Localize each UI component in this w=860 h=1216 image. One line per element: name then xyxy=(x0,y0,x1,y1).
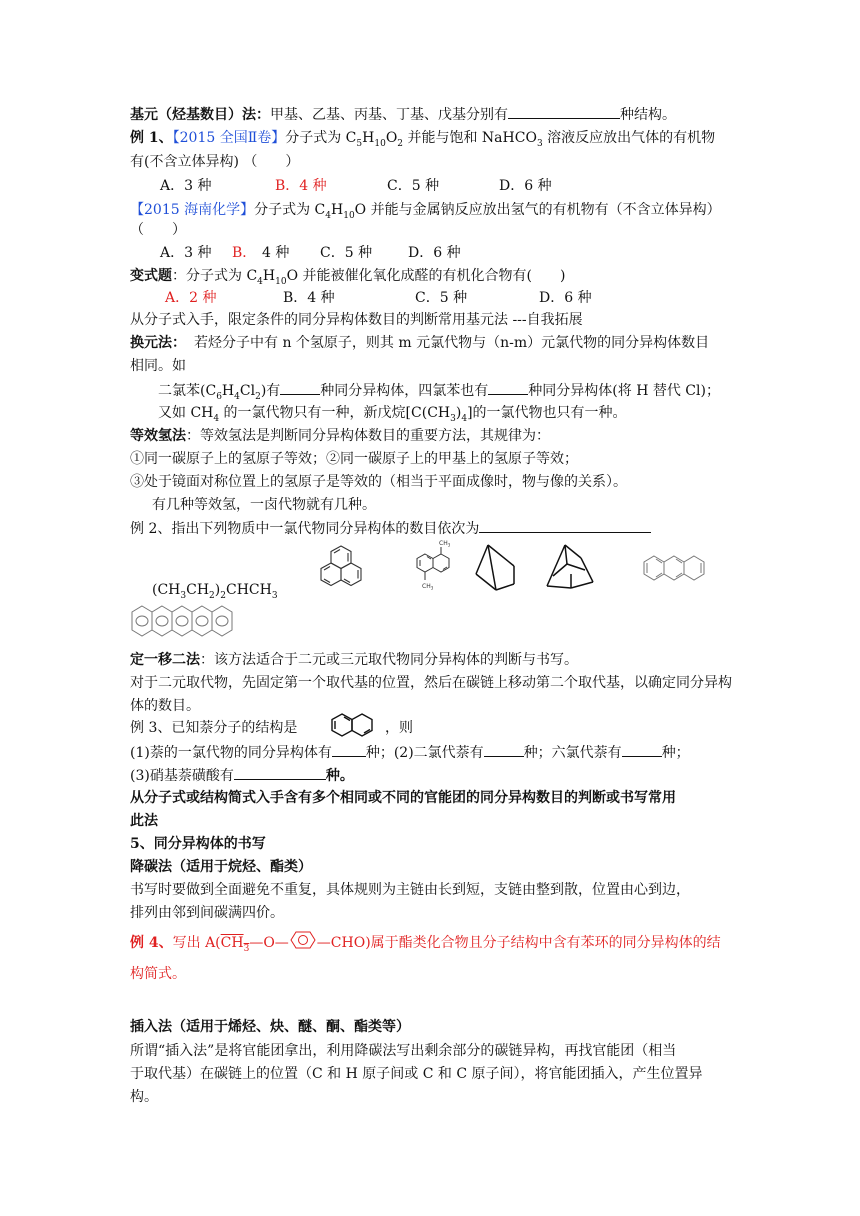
insertion-line1: 所谓“插入法”是将官能团拿出，利用降碳法写出剩余部分的碳链异构，再找官能团（相当 xyxy=(130,1043,677,1059)
text: 种。 xyxy=(325,768,354,784)
subscript: 4 xyxy=(325,210,331,221)
example4-bond: — xyxy=(249,935,264,951)
adamantane-structure xyxy=(543,542,599,592)
rule-2: ③处于镜面对称位置上的氢原子是等效的（相当于平面成像时，物与像的关系）。 xyxy=(130,474,627,490)
example3-then: ，则 xyxy=(385,720,413,736)
example1b-text: H xyxy=(331,202,344,218)
example1-line1 xyxy=(130,128,715,148)
bold-summary-line1: 从分子式或结构简式入手含有多个相同或不同的官能团的同分异构数目的判断或书写常用 xyxy=(130,790,676,806)
example4-oxygen: O xyxy=(263,935,275,951)
example4-label: 例 4、 xyxy=(130,935,173,951)
option-a: A．2 种 xyxy=(165,290,217,306)
fix-move-heading: 定一移二法 xyxy=(130,652,200,668)
subscript: 6 xyxy=(216,391,222,402)
subscript: 5 xyxy=(356,138,363,149)
decarbon-line2: 排列由邻到间碳满四价。 xyxy=(130,905,284,921)
text: ) xyxy=(455,405,462,421)
example1-text: 分子式为 C xyxy=(285,130,357,146)
rule-3: 有几种等效氢，一卤代物就有几种。 xyxy=(152,497,376,513)
formula-3-methylpentane xyxy=(152,580,278,600)
rule-1: ①同一碳原子上的氢原子等效；②同一碳原子上的甲基上的氢原子等效； xyxy=(130,451,578,467)
variant-heading: 变式题 xyxy=(130,268,172,284)
variant-options xyxy=(165,288,592,308)
text: 的一氯代物只有一种，新戊烷[C(CH xyxy=(219,405,451,421)
option-d: D．6 种 xyxy=(408,245,461,261)
norbornane-structure xyxy=(470,540,520,596)
option-d: D．6 种 xyxy=(539,290,592,306)
answer-blank xyxy=(280,380,320,395)
example4-line1 xyxy=(130,930,721,956)
subscript: 10 xyxy=(374,138,386,149)
bold-summary-line2: 此法 xyxy=(130,813,158,829)
subscript: 10 xyxy=(275,276,287,287)
subscript: 4 xyxy=(257,276,263,287)
subscript: 3 xyxy=(180,590,187,601)
insertion-line2: 于取代基）在碳链上的位置（C 和 H 原子间或 C 和 C 原子间），将官能团插入，产生位置异 xyxy=(130,1066,703,1082)
example4-bond: — xyxy=(316,935,331,951)
option-d: D．6 种 xyxy=(499,178,552,194)
option-a: A．3 种 xyxy=(160,245,212,261)
subscript: 3 xyxy=(271,590,278,601)
answer-blank xyxy=(332,742,366,757)
example1-line2: 有(不含立体异构) （ ） xyxy=(130,154,300,170)
decarbon-line1: 书写时要做到全面避免不重复，具体规则为主链由长到短，支链由整到散，位置由心到边， xyxy=(130,882,690,898)
text: ]的一氯代物也只有一种。 xyxy=(467,405,627,421)
text: Cl xyxy=(239,383,256,399)
text: CH xyxy=(186,582,210,598)
example3-questions xyxy=(130,742,690,763)
option-a: A．3 种 xyxy=(160,178,212,194)
insertion-heading: 插入法（适用于烯烃、炔、醚、酮、酯类等） xyxy=(130,1019,410,1035)
example4-text: )属于酯类化合物且分子结构中含有苯环的同分异构体的结 xyxy=(365,935,721,951)
text: 种同分异构体，四氯苯也有 xyxy=(320,383,489,399)
example1-options xyxy=(160,176,552,196)
option-b-text: 4 种 xyxy=(262,245,290,261)
subscript: 3 xyxy=(450,413,456,424)
option-b: B．4 种 xyxy=(283,290,335,306)
substitution-line4 xyxy=(158,403,627,423)
example1b-line1 xyxy=(130,200,721,220)
example4-text: 写出 A( xyxy=(172,935,221,951)
fix-move-line1 xyxy=(130,650,578,670)
text: 种； xyxy=(661,745,690,761)
dimethylnaphthalene-structure xyxy=(405,538,465,598)
jiyuan-tail: 种结构。 xyxy=(620,107,676,123)
option-c: C．5 种 xyxy=(387,178,440,194)
example2-text: 例 2、指出下列物质中一氯代物同分异构体的数目依次为 xyxy=(130,521,480,537)
substitution-heading: 换元法： xyxy=(130,335,186,351)
example4-bond: — xyxy=(274,935,289,951)
subscript: 2 xyxy=(255,391,261,402)
example4-line2: 构简式。 xyxy=(130,966,186,982)
subscript: 2 xyxy=(397,138,404,149)
answer-blank xyxy=(488,380,528,395)
example1-label: 例 1、 xyxy=(130,130,173,146)
phenanthrene-structure xyxy=(308,542,372,598)
example1b-options xyxy=(160,243,461,263)
text: 种；(2)二氯代萘有 xyxy=(365,745,484,761)
answer-blank xyxy=(479,518,651,533)
line-jiyuan xyxy=(130,104,676,125)
text: )有 xyxy=(260,383,281,399)
example3-text: 例 3、已知萘分子的结构是 xyxy=(130,720,298,736)
variant-text: O 并能被催化氧化成醛的有机化合物有( ) xyxy=(286,268,566,284)
variant-text: ：分子式为 C xyxy=(172,268,258,284)
text: H xyxy=(221,383,235,399)
equivalent-h-text: ：等效氢法是判断同分异构体数目的重要方法，其规律为： xyxy=(186,428,550,444)
example3-line1 xyxy=(130,718,297,738)
example4-ch3: $CH_3$ xyxy=(220,935,250,954)
subscript: 2 xyxy=(220,590,226,601)
example1-text: O xyxy=(385,130,398,146)
ch3-label: $CH_3$ xyxy=(422,583,434,591)
example1-text: 溶液反应放出气体的有机物 xyxy=(542,130,716,146)
substitution-line3 xyxy=(158,380,720,401)
analysis-note: 从分子式入手，限定条件的同分异构体数目的判断常用基元法 ---自我拓展 xyxy=(130,312,583,328)
insertion-line3: 构。 xyxy=(130,1089,158,1105)
ch3-label: $CH_3$ xyxy=(439,540,451,548)
text: CHCH xyxy=(225,582,272,598)
anthracene-structure xyxy=(640,552,720,592)
answer-blank xyxy=(234,765,326,780)
example4-cho: CHO xyxy=(330,935,366,951)
subscript: 4 xyxy=(213,413,220,424)
example1-text: 并能与饱和 NaHCO xyxy=(403,130,537,146)
text: (3)硝基萘磺酸有 xyxy=(130,768,234,784)
answer-blank xyxy=(484,742,524,757)
example1b-line2: （ ） xyxy=(130,222,186,238)
example1-text: H xyxy=(362,130,375,146)
subscript: 3 xyxy=(536,138,543,149)
jiyuan-heading: 基元（烃基数目）法： xyxy=(130,107,270,123)
answer-blank xyxy=(622,742,662,757)
text: 种同分异构体(将 H 替代 Cl)； xyxy=(528,383,720,399)
fix-move-line3: 体的数目。 xyxy=(130,698,200,714)
option-b: B．4 种 xyxy=(275,178,327,194)
option-c: C．5 种 xyxy=(320,245,373,261)
example2-line xyxy=(130,518,651,539)
fix-move-text: ：该方法适合于二元或三元取代物同分异构体的判断与书写。 xyxy=(200,652,578,668)
fix-move-line2: 对于二元取代物，先固定第一个取代基的位置，然后在碳链上移动第二个取代基，以确定同分异构 xyxy=(130,675,732,691)
pentacene-structure xyxy=(130,603,240,643)
equivalent-h-line1 xyxy=(130,426,550,446)
answer-blank xyxy=(508,104,620,119)
example1b-text: 分子式为 C xyxy=(254,202,326,218)
benzene-ring-icon xyxy=(289,930,317,956)
substitution-text: 若烃分子中有 n 个氢原子，则其 m 元氯代物与（n-m）元氯代物的同分异构体数目 xyxy=(194,335,710,351)
variant-line xyxy=(130,266,565,286)
option-c: C．5 种 xyxy=(415,290,468,306)
equivalent-h-heading: 等效氢法 xyxy=(130,428,186,444)
substitution-line2: 相同。如 xyxy=(130,358,186,374)
substitution-line1 xyxy=(130,333,709,353)
jiyuan-text: 甲基、乙基、丙基、丁基、戊基分别有 xyxy=(270,107,508,123)
section-5-title: 5、同分异构体的书写 xyxy=(130,836,266,852)
subscript: 4 xyxy=(234,391,240,402)
text: (CH xyxy=(152,582,181,598)
example1-source: 【2015 全国Ⅱ卷】 xyxy=(172,130,286,146)
option-b: B． xyxy=(232,245,257,261)
example3-question3 xyxy=(130,765,354,786)
text: ) xyxy=(214,582,221,598)
subscript: 10 xyxy=(343,210,355,221)
decarbon-heading: 降碳法（适用于烷烃、酯类） xyxy=(130,859,312,875)
text: (1)萘的一氯代物的同分异构体有 xyxy=(130,745,332,761)
example1b-text: O 并能与金属钠反应放出氢气的有机物有（不含立体异构） xyxy=(354,202,721,218)
subscript: 2 xyxy=(209,590,215,601)
example1b-source: 【2015 海南化学】 xyxy=(130,202,255,218)
naphthalene-structure xyxy=(328,712,378,738)
text: 种；六氯代萘有 xyxy=(523,745,622,761)
subscript: 4 xyxy=(461,413,468,424)
variant-text: H xyxy=(262,268,276,284)
text: 二氯苯(C xyxy=(158,383,217,399)
text: 又如 CH xyxy=(158,405,214,421)
